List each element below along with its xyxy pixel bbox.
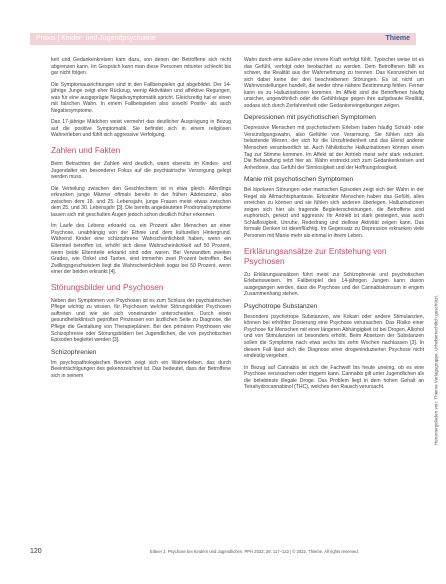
paragraph: Die Symptomausrichtungen sind in den Fallbeispielen gut abgebildet. Der 14-jährige Junge zeigt eher Rückzug, wenig Aktivitäten und affektive Regungen, was für eine ausgeprägte Negativsymptomatik spricht. Gleichzeitig hat er einen mit falschen Wahn. In einem Fallbeispielen also sowohl Positiv- als auch Negativsymptome. [51,81,231,114]
right-column [244,57,424,391]
paragraph: Neben den Symptomen von Psychosen ist es zum Schluss der psychiatrischen Pflege wichtig zu wissen, für Psychosen welcher Störungsbilder Psychosen auftreten und wie sie sich voneinander unterscheiden. Durch einen gesundheitsklinisch geprüften Prozessen von ärztlichen Seite zu Diagnose, die Pflege die Gestaltung von Therapieplänen. Bei den primären Psychosen wie Schizophrenie oder Störungsbildern bei Jugendlichen, die von psychotischen Episoden begleitet werden [3]. [51,297,231,344]
paragraph: Im psychopathologischen Bereich zeigt sich ein Wahnerleben, das durch Beeinträchtigungen des gekennzeichnet ist. Das bedeutet, dass der Betroffene sich in seinem [51,359,231,379]
paragraph: Besonders psychotrope Substanzen, wie Kokain oder andere Stimulanzien, können bei erhöhter Dosierung eine Psychose verursachen. Das Risiko einer Psychose für Menschen mit einer längeren Abhängigkeit ist bei Drogen, Alkohol und von Stimulanzien ist besonders erhöht. Beim Absetzen der Substanzen sollen die Symptome nach etwa sechs bis zehn Wochen nachlassen [3]. In diesem Fall lässt sich die Diagnose einer drogeninduzierten Psychose nicht eindeutig vergeben. [244,313,424,360]
download-note [430,220,442,520]
subheading-schizophrenia: Schizophrenien [51,348,97,356]
paragraph: Bei bipolaren Störungen oder manischen Episoden zeigt sich der Wahn in der Regel als Allmachtsphantasie. Erkrankte Menschen haben das Gefühl, alles erreichen zu können und sie fühlen sich anderen überlegen. Halluzinationen zeigen sich hier als tragende Begleiterscheinungen, die Betroffene sind euphorisch, gereizt und aggressiv. Ihr Antrieb ist stark gesteigert, was auch Schlaflosigkeit, Unruhe, Rededrang und ziellose Aktivität zeigen kann. Das formale Denken ist ideenflüchtig. Im Gegensatz zu Depression erkranken viele Personen mit Manie mehr als einmal in ihrem Leben. [244,187,424,240]
paragraph: In Bezug auf Cannabis ist sich die Fachwelt bis heute uneinig, ob es eine Psychose verursachen oder triggern kann. Cannabis gilt unter Jugendlichen als die beliebteste illegale Droge. Das Problem liegt in dem hohen Gehalt an Tetrahydrocannabinol (THC), welches den Rausch verursacht. [244,364,424,391]
paragraph: Beim Betrachten der Zahlen wird deutlich, wann ebereits im Kindes- und Jugendalter ein besonderer Fokus auf die psychiatrische Versorgung gelegt werden muss. [51,161,231,181]
section-heading-explanations: Erklärungsansätze zur Entstehung von Psychosen [244,245,387,266]
paragraph: Die Verteilung zwischen den Geschlechtern ist in etwa gleich. Allerdings erkranken junge Männer oftmals bereits in der frühen Adoleszenz, also zwischen dem 18. und 25. Lebensjahr, junge Frauen meist etwas zwischen dem 25. und 30. Lebensjahr [3]. Die bereits angedeuteten Prodromalsymptome lassen sich mit geschulten Augen jedoch schon deutlich früher erkennen. [51,185,231,218]
section-label: Praxis | Kinder- und Jugendpsychiatrie [36,35,156,42]
paragraph: Depressive Menschen mit psychotischem Erleben haben häufig Schuld- oder Versündigungswahn, also Gefühle von Verarmung. Sie fühlen sich als belastende Wesen, der sich für die Unzufriedenheit und das Elend anderer Menschen verantwortlich ist. Auch Nihilistische Halluzinationen können einen Tag zur Stimme kommen. Im Affekt ist der Antrieb meist sehr stark reduziert. Die Behandlung setzt hier an. Wahn erstreckt sich zum Gedankenkreisen und Anhedonie, das Gefühl der Sinnlosigkeit und der Hoffnungslosigkeit. [244,125,424,171]
section-heading-disorders: Störungsbilder und Psychosen [51,281,164,292]
left-column [51,57,231,379]
page-number: 120 [30,548,42,555]
paragraph: Wahn durch eine äußere oder innere Kraft verfolgt fühlt. Typischer weise ist es das Gefühl, verfolgt oder beobachtet zu werden. Dem Betroffenen fällt es schwer, die Realität aus der Wahrnehmung zu trennen. Das Kennzeichen ist sich dabei keine der drei beschriebenen Störungen. Es ist nicht um Wahnvorstellungen handelt, die weder ohne nähere Bestimmung fehlen. Ferner kann es zu Halluzinationen kommen. Im Affekt sind die Betroffenen häufig unsicher, ungewöhnlich oder die Gefühlslage gegen ihre aufgebaute Realität, sodass sich durch Zerfahrenheit oder Gedankeneingebungen zeigen. [244,57,424,109]
download-note-text: Heruntergeladen von: Thieme Verlagsgruppe. Urheberrechtlich geschützt. [433,294,439,446]
publisher-logo: Thieme [385,35,410,42]
paragraph: Das 17-jährige Mädchen weist vermehrt das deutlicher Ausprägung in Bezug auf die positive Symptomatik. Sie befindet sich in einem religiösen Wahnerleben und fühlt sich aggressive Verfolgung. [51,119,231,139]
subheading-depression: Depressionen mit psychotischen Symptomen [244,114,376,122]
paragraph: keit und Gedankenkreisen kam dazu, von denen der Betroffene sich nicht abgrenzen kann. Im Gespräch kann man diese Personen mitunter schlecht bis gar nicht folgen. [51,57,231,77]
paragraph: Zu Erklärungsansätzen führt meist zur Schizophrenie und psychotischen Erlebensweisen. Im Fallbeispiel des 14-jährigen Jungen kann davon ausgegangen werden, dass die Psychose und der Cannabiskonsum in engem Zusammenhang stehen. [244,271,424,298]
paragraph: Im Laufe des Lebens erkrankt ca. ein Prozent aller Menschen an einer Psychose, unabhängig von der Ethnie und dem kulturellen Hintergrund. Während Kinder eine schizophrene Wahrscheinlichkeit haben, wenn ein Elternteil betroffen ist, erhöht sich diese Wahrscheinlichkeit auf 50 Prozent, wenn beide Elternteile erkrankt sind oder waren. Bei Verwandten zweiten Grades, wie Onkel und Tanten, sind immerhin zwei Prozent betroffen. Bei Zwillingsgeschwistern liegt die Wahrscheinlichkeit sogar bei 50 Prozent, wenn einer der beiden erkrankt [4]. [51,223,231,276]
section-heading-numbers: Zahlen und Fakten [51,145,121,156]
subheading-mania: Manie mit psychotischen Symptomen [244,176,354,184]
footer-citation: Eibner J. Psychose bei Kindern und Jugendlichen. PPH 2022; 28: 117–122 | © 2022. Thieme. All rights reserved. [150,549,359,554]
header-bar [30,33,416,45]
subheading-substances: Psychotrope Substanzen [244,302,318,310]
